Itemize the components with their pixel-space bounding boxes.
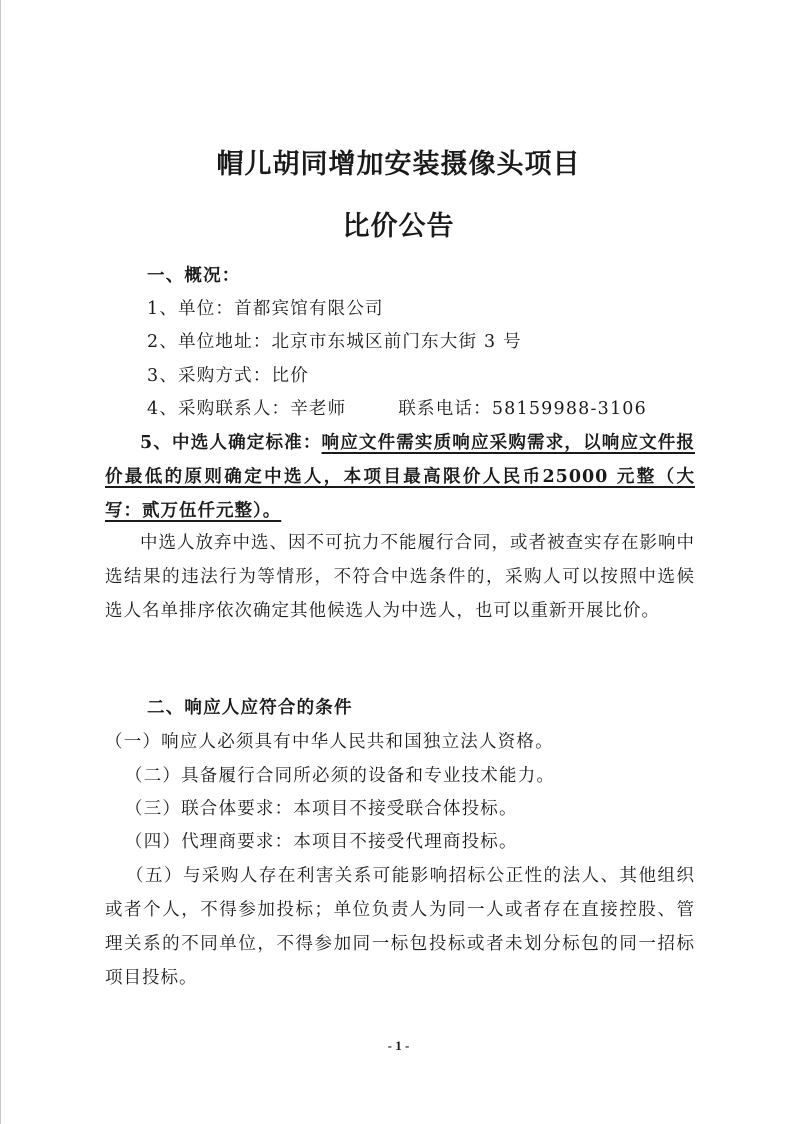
condition-1: （一）响应人必须具有中华人民共和国独立法人资格。 <box>105 732 554 752</box>
item-contact-person: 4、采购联系人：辛老师 <box>147 399 347 419</box>
item-address: 2、单位地址：北京市东城区前门东大街 3 号 <box>147 332 522 352</box>
document-subtitle: 比价公告 <box>342 211 455 242</box>
item-procurement-method: 3、采购方式：比价 <box>147 366 309 386</box>
condition-2: （二）具备履行合同所必须的设备和专业技术能力。 <box>125 766 556 786</box>
condition-5: （五）与采购人存在利害关系可能影响招标公正性的法人、其他组织或者个人，不得参加投标；单位负责人为同一人或者存在直接控股、管理关系的不同单位，不得参加同一标包投标或者未划分标包的同一招标项目投标。 <box>105 866 695 988</box>
condition-4: （四）代理商要求：本项目不接受代理商投标。 <box>125 832 518 852</box>
item-contact-phone: 联系电话：58159988-3106 <box>398 399 647 419</box>
section-2-heading: 二、响应人应符合的条件 <box>147 698 353 718</box>
selection-criteria-text: 响应文件需实质响应采购需求，以响应文件报价最低的原则确定中选人，本项目最高限价人民币25000 元整（大写：贰万伍仟元整）。 <box>105 433 695 521</box>
item-contact-row <box>147 397 647 421</box>
document-title: 帽儿胡同增加安装摄像头项目 <box>216 149 581 180</box>
selection-criteria-label: 5、中选人确定标准： <box>140 433 322 453</box>
condition-3: （三）联合体要求：本项目不接受联合体投标。 <box>125 799 518 819</box>
section-1-heading: 一、概况： <box>147 266 241 286</box>
page-number: - 1 - <box>387 1038 410 1053</box>
item-selection-criteria <box>105 426 695 528</box>
item-unit: 1、单位：首都宾馆有限公司 <box>147 299 384 319</box>
section-1-paragraph: 中选人放弃中选、因不可抗力不能履行合同，或者被查实存在影响中选结果的违法行为等情形，不符合中选条件的，采购人可以按照中选候选人名单排序依次确定其他候选人为中选人，也可以重新开展比价。 <box>105 533 695 621</box>
